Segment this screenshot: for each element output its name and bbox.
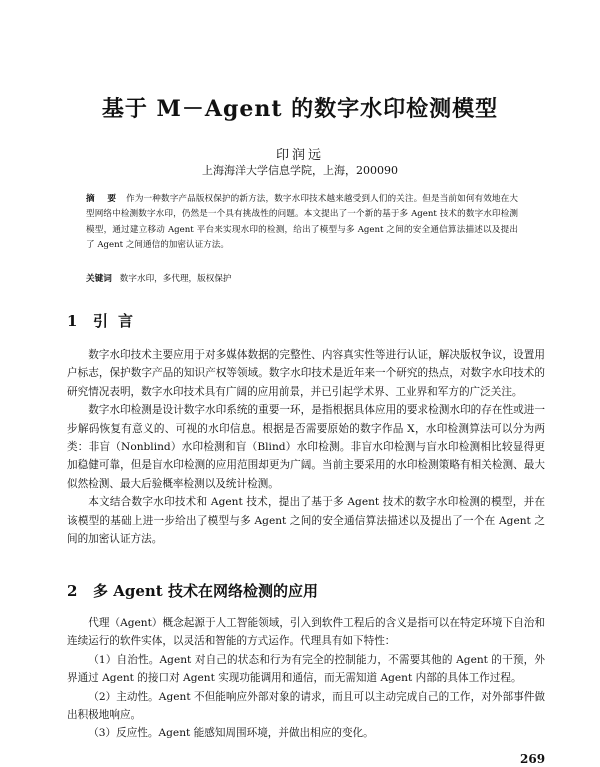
paragraph: 数字水印技术主要应用于对多媒体数据的完整性、内容真实性等进行认证，解决版权争议，设置用户标志，保护数字产品的知识产权等领域。数字水印技术是近年来一个研究的热点，对数字水印技术的研究情况表明，数字水印技术具有广阔的应用前景，并已引起学术界、工业界和军方的广泛关注。 xyxy=(67,349,545,398)
section-number: 2 xyxy=(67,582,78,600)
paragraph: 代理（Agent）概念起源于人工智能领域，引入到软件工程后的含义是指可以在特定环境下自治和连续运行的软件实体，以灵活和智能的方式运作。代理具有如下特性： xyxy=(67,617,545,648)
abstract-text: 作为一种数字产品版权保护的新方法，数字水印技术越来越受到人们的关注。但是当前如何有效地在大型网络中检测数字水印，仍然是一个具有挑战性的问题。本文提出了一个新的基于多 Agent 技术的数字水印检测模型，通过建立移动 Agent 平台来实现水印的检测，给出了模型与多 Agent 之间的安全通信算法描述以及提出了 Agent 之间通信的加密认证方法。 xyxy=(86,194,518,251)
paragraph: （2）主动性。Agent 不但能响应外部对象的请求，而且可以主动完成自己的工作，对外部事件做出积极地响应。 xyxy=(67,690,545,722)
page-number: 269 xyxy=(520,752,546,766)
section-number: 1 xyxy=(67,312,78,330)
section-body-agent xyxy=(67,614,545,743)
section-heading-introduction xyxy=(67,310,143,331)
abstract xyxy=(86,192,518,254)
section-body-introduction xyxy=(67,346,545,548)
paragraph: 数字水印检测是设计数字水印系统的重要一环，是指根据具体应用的要求检测水印的存在性或进一步解码恢复有意义的、可视的水印信息。根据是否需要原始的数字作品 X，水印检测算法可以分为两类：非盲（Nonblind）水印检测和盲（Blind）水印检测。非盲水印检测与盲水印检测相比较显得更加稳健可靠，但是盲水印检测的应用范围却更为广阔。当前主要采用的水印检测策略有相关检测、最大似然检测、最大后验概率检测以及统计检测。 xyxy=(67,404,545,490)
section-title: 多 Agent 技术在网络检测的应用 xyxy=(93,582,318,600)
keywords xyxy=(86,272,518,286)
section-heading-agent xyxy=(67,580,318,601)
keywords-text: 数字水印，多代理，版权保护 xyxy=(119,274,232,284)
paragraph: 本文结合数字水印技术和 Agent 技术，提出了基于多 Agent 技术的数字水印检测的模型，并在该模型的基础上进一步给出了模型与多 Agent 之间的安全通信算法描述以及提出了一个在 Agent 之间的加密认证方法。 xyxy=(67,496,545,546)
paragraph: （1）自治性。Agent 对自己的状态和行为有完全的控制能力，不需要其他的 Agent 的干预，外界通过 Agent 的接口对 Agent 实现功能调用和通信，而无需知道 Agent 内部的具体工作过程。 xyxy=(67,653,545,685)
abstract-label: 摘 要 xyxy=(86,194,119,204)
keywords-label: 关键词 xyxy=(86,274,112,284)
author-affiliation: 上海海洋大学信息学院，上海，200090 xyxy=(202,164,398,177)
paragraph: （3）反应性。Agent 能感知周围环境，并做出相应的变化。 xyxy=(88,727,374,740)
section-title: 引言 xyxy=(93,312,144,330)
paper-title: 基于 M－Agent 的数字水印检测模型 xyxy=(101,96,499,122)
author-name: 印润远 xyxy=(275,148,324,163)
